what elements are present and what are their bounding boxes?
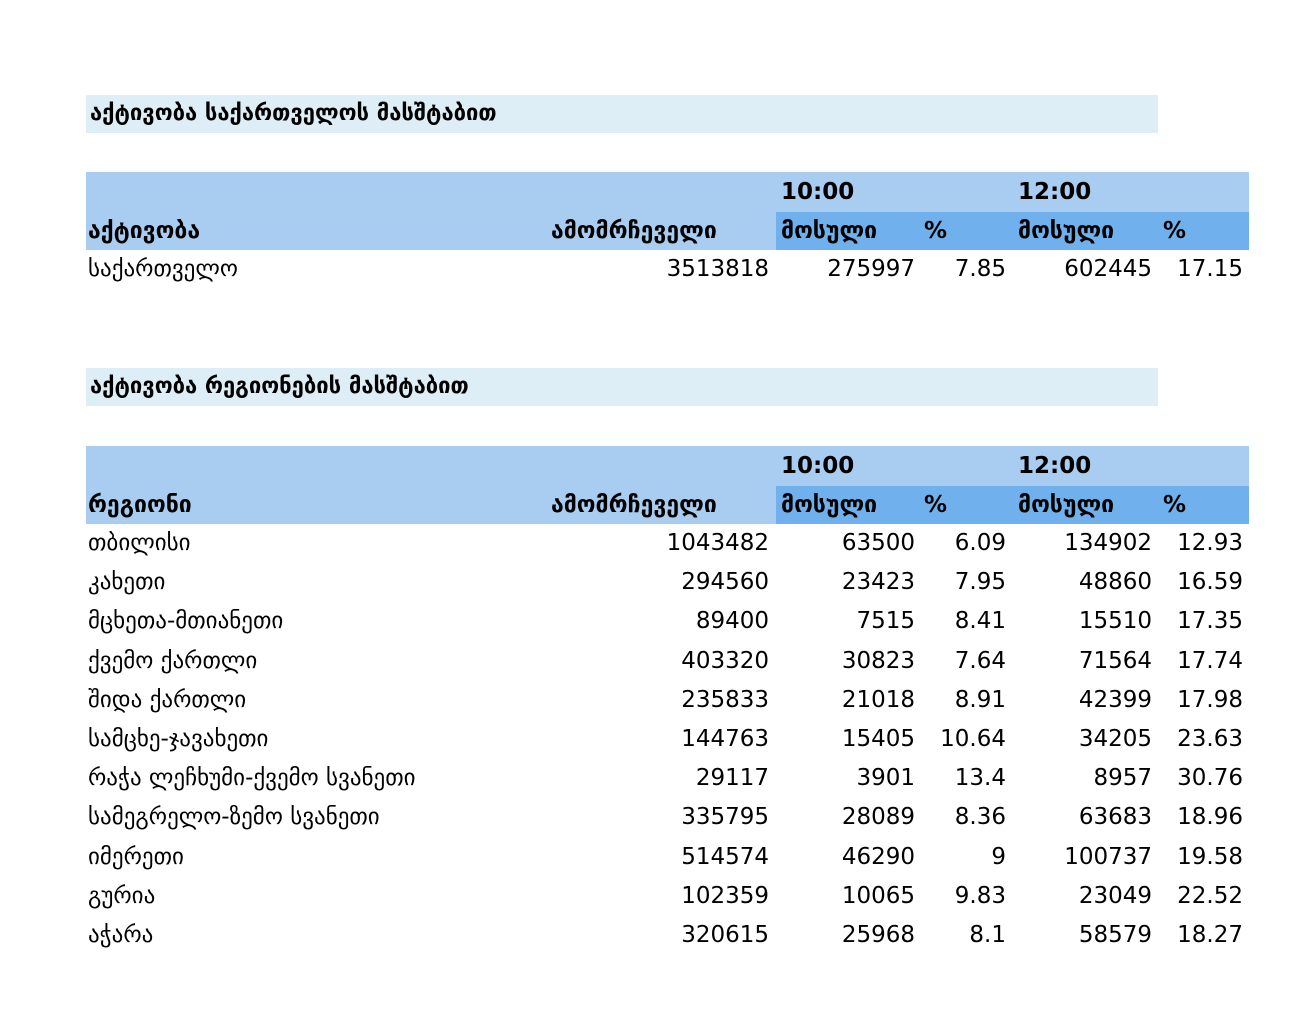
regional-header-region: რეგიონი bbox=[88, 492, 192, 518]
pct-10-cell: 9.83 bbox=[954, 882, 1006, 909]
national-table-body bbox=[86, 250, 1249, 289]
pct-12-cell: 19.58 bbox=[1177, 843, 1243, 870]
name-cell: რაჭა ლეჩხუმი-ქვემო სვანეთი bbox=[88, 765, 416, 792]
came-12-cell: 63683 bbox=[1078, 804, 1152, 831]
table-row bbox=[86, 838, 1249, 877]
pct-12-cell: 17.15 bbox=[1177, 256, 1243, 282]
came-10-cell: 25968 bbox=[841, 921, 915, 948]
pct-10-cell: 6.09 bbox=[954, 530, 1006, 556]
pct-12-cell: 22.52 bbox=[1177, 882, 1243, 909]
came-12-cell: 134902 bbox=[1064, 530, 1152, 556]
name-cell: საქართველო bbox=[88, 256, 238, 282]
voters-cell: 235833 bbox=[681, 686, 769, 713]
table-row bbox=[86, 681, 1249, 720]
name-cell: სამცხე-ჯავახეთი bbox=[88, 725, 269, 752]
regional-header-label-row bbox=[86, 486, 1249, 524]
voters-cell: 1043482 bbox=[666, 530, 769, 556]
came-12-cell: 34205 bbox=[1078, 725, 1152, 752]
national-section-title: აქტივობა საქართველოს მასშტაბით bbox=[86, 95, 1158, 133]
regional-header-time-10: 10:00 bbox=[781, 453, 855, 479]
name-cell: იმერეთი bbox=[88, 843, 184, 870]
table-row bbox=[86, 524, 1249, 563]
pct-10-cell: 9 bbox=[991, 843, 1006, 870]
came-10-cell: 23423 bbox=[841, 569, 915, 596]
came-10-cell: 7515 bbox=[856, 608, 915, 635]
national-header-voters: ამომრჩეველი bbox=[551, 218, 717, 244]
table-row bbox=[86, 642, 1249, 681]
pct-12-cell: 30.76 bbox=[1177, 765, 1243, 792]
regional-header-came-12: მოსული bbox=[1018, 492, 1115, 518]
came-12-cell: 602445 bbox=[1064, 256, 1152, 282]
came-12-cell: 71564 bbox=[1078, 647, 1152, 674]
regional-header-time-row bbox=[86, 446, 1249, 486]
came-12-cell: 23049 bbox=[1078, 882, 1152, 909]
name-cell: მცხეთა-მთიანეთი bbox=[88, 608, 284, 635]
voters-cell: 320615 bbox=[681, 921, 769, 948]
voters-cell: 29117 bbox=[695, 765, 769, 792]
pct-12-cell: 18.27 bbox=[1177, 921, 1243, 948]
regional-header-pct-12: % bbox=[1163, 492, 1187, 518]
regional-header-came-10: მოსული bbox=[781, 492, 878, 518]
national-header-came-10: მოსული bbox=[781, 218, 878, 244]
national-header-label-row bbox=[86, 212, 1249, 250]
came-10-cell: 10065 bbox=[841, 882, 915, 909]
table-row bbox=[86, 602, 1249, 641]
national-header-came-12: მოსული bbox=[1018, 218, 1115, 244]
voters-cell: 335795 bbox=[681, 804, 769, 831]
came-12-cell: 58579 bbox=[1078, 921, 1152, 948]
came-12-cell: 48860 bbox=[1078, 569, 1152, 596]
name-cell: შიდა ქართლი bbox=[88, 686, 247, 713]
came-12-cell: 8957 bbox=[1093, 765, 1152, 792]
came-10-cell: 15405 bbox=[841, 725, 915, 752]
voters-cell: 89400 bbox=[695, 608, 769, 635]
national-header-time-12: 12:00 bbox=[1018, 179, 1092, 205]
name-cell: კახეთი bbox=[88, 569, 166, 596]
pct-12-cell: 17.74 bbox=[1177, 647, 1243, 674]
national-header-activity: აქტივობა bbox=[88, 218, 201, 244]
table-row bbox=[86, 250, 1249, 289]
table-row bbox=[86, 759, 1249, 798]
pct-12-cell: 17.98 bbox=[1177, 686, 1243, 713]
name-cell: გურია bbox=[88, 882, 156, 909]
pct-12-cell: 12.93 bbox=[1177, 530, 1243, 556]
came-10-cell: 63500 bbox=[841, 530, 915, 556]
national-table bbox=[86, 172, 1249, 289]
pct-12-cell: 16.59 bbox=[1177, 569, 1243, 596]
regional-header-voters: ამომრჩეველი bbox=[551, 492, 717, 518]
pct-12-cell: 23.63 bbox=[1177, 725, 1243, 752]
pct-10-cell: 7.64 bbox=[954, 647, 1006, 674]
regional-header-pct-10: % bbox=[924, 492, 948, 518]
national-header-pct-12: % bbox=[1163, 218, 1187, 244]
voters-cell: 514574 bbox=[681, 843, 769, 870]
pct-10-cell: 8.91 bbox=[954, 686, 1006, 713]
name-cell: სამეგრელო-ზემო სვანეთი bbox=[88, 804, 380, 831]
table-row bbox=[86, 563, 1249, 602]
came-10-cell: 46290 bbox=[841, 843, 915, 870]
table-row bbox=[86, 720, 1249, 759]
national-header-pct-10: % bbox=[924, 218, 948, 244]
pct-10-cell: 10.64 bbox=[940, 725, 1006, 752]
voters-cell: 144763 bbox=[681, 725, 769, 752]
national-header-time-10: 10:00 bbox=[781, 179, 855, 205]
came-10-cell: 3901 bbox=[856, 765, 915, 792]
table-row bbox=[86, 798, 1249, 837]
regional-table bbox=[86, 446, 1249, 955]
name-cell: აჭარა bbox=[88, 921, 154, 948]
pct-10-cell: 8.36 bbox=[954, 804, 1006, 831]
came-10-cell: 30823 bbox=[841, 647, 915, 674]
regional-header-time-12: 12:00 bbox=[1018, 453, 1092, 479]
national-header-time-row bbox=[86, 172, 1249, 212]
name-cell: თბილისი bbox=[88, 530, 191, 556]
pct-12-cell: 17.35 bbox=[1177, 608, 1243, 635]
came-12-cell: 42399 bbox=[1078, 686, 1152, 713]
pct-10-cell: 7.85 bbox=[954, 256, 1006, 282]
regional-section-title: აქტივობა რეგიონების მასშტაბით bbox=[86, 368, 1158, 406]
voters-cell: 403320 bbox=[681, 647, 769, 674]
came-12-cell: 15510 bbox=[1078, 608, 1152, 635]
came-10-cell: 21018 bbox=[841, 686, 915, 713]
pct-12-cell: 18.96 bbox=[1177, 804, 1243, 831]
came-10-cell: 28089 bbox=[841, 804, 915, 831]
voters-cell: 294560 bbox=[681, 569, 769, 596]
table-row bbox=[86, 877, 1249, 916]
pct-10-cell: 13.4 bbox=[954, 765, 1006, 792]
table-row bbox=[86, 916, 1249, 955]
came-12-cell: 100737 bbox=[1064, 843, 1152, 870]
pct-10-cell: 8.41 bbox=[954, 608, 1006, 635]
came-10-cell: 275997 bbox=[827, 256, 915, 282]
pct-10-cell: 8.1 bbox=[969, 921, 1006, 948]
voters-cell: 102359 bbox=[681, 882, 769, 909]
name-cell: ქვემო ქართლი bbox=[88, 647, 258, 674]
regional-table-body bbox=[86, 524, 1249, 955]
voters-cell: 3513818 bbox=[666, 256, 769, 282]
pct-10-cell: 7.95 bbox=[954, 569, 1006, 596]
